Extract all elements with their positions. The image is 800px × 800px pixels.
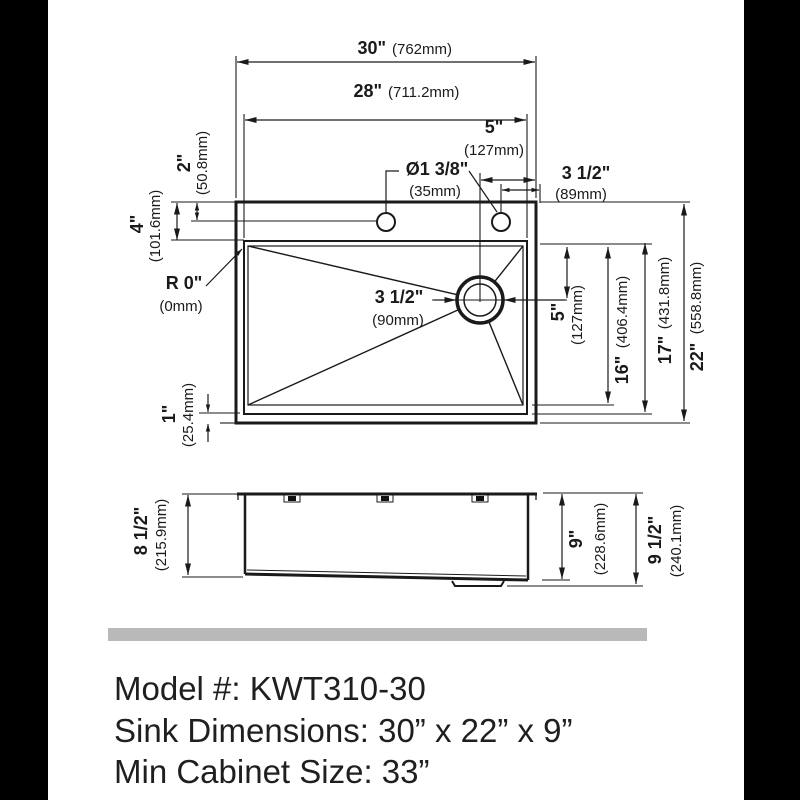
- bowl-slope-line: [489, 322, 523, 405]
- dim-label-corner-radius-mm: (0mm): [159, 298, 203, 315]
- dim-label-overall-depth: 22": [687, 342, 707, 372]
- mounting-clip: [284, 495, 300, 502]
- side-view: [131, 493, 685, 586]
- right-black-bar: [744, 0, 800, 800]
- dim-label-16: 16": [612, 355, 632, 385]
- leader-faucet-hole-2: [469, 171, 497, 212]
- faucet-hole-1: [377, 213, 395, 231]
- footer: [108, 628, 647, 790]
- dim-label-depth-right: 9": [566, 529, 586, 549]
- left-black-bar: [0, 0, 48, 800]
- top-view: [127, 38, 707, 447]
- dim-label-depth-left-mm: (215.9mm): [153, 498, 170, 572]
- mounting-clip: [472, 495, 488, 502]
- sink-dimensions-text: Sink Dimensions: 30” x 22” x 9”: [114, 712, 573, 749]
- dim-label-drain-offset: 5": [484, 117, 504, 137]
- dim-label-bowl-top-to-drain-mm: (127mm): [569, 284, 586, 346]
- dim-label-bowl-width: 28": [353, 81, 382, 101]
- dim-label-rim-to-bowl-mm: (101.6mm): [147, 189, 164, 263]
- faucet-hole-2: [492, 213, 510, 231]
- dim-label-rim-to-bowl: 4": [127, 214, 147, 234]
- bowl-slope-line: [495, 246, 523, 281]
- dim-label-hole-to-edge-mm: (89mm): [555, 186, 607, 203]
- dim-label-depth-right-mm: (228.6mm): [592, 502, 609, 576]
- dim-label-1in: 1": [159, 404, 179, 424]
- dim-label-hole-diameter-mm: (35mm): [409, 183, 461, 200]
- dim-label-drain-diameter-mm: (90mm): [372, 312, 424, 329]
- bowl-slope-line: [248, 246, 457, 295]
- dim-label-rim-to-holes-mm: (50.8mm): [194, 130, 211, 196]
- dim-label-corner-radius: R 0": [165, 273, 203, 293]
- leader-faucet-hole-1: [386, 171, 399, 212]
- dim-label-1in-mm: (25.4mm): [180, 382, 197, 448]
- dim-label-depth-left: 8 1/2": [131, 506, 151, 556]
- drain-fitting: [452, 581, 504, 586]
- min-cabinet-text: Min Cabinet Size: 33”: [114, 753, 430, 790]
- dim-label-overall-depth-mm: (558.8mm): [688, 261, 705, 335]
- dim-label-overall-width-mm: (762mm): [392, 41, 453, 58]
- model-number-text: Model #: KWT310-30: [114, 670, 426, 707]
- dim-label-drain-offset-mm: (127mm): [463, 142, 525, 159]
- bowl-slope-line: [248, 310, 458, 405]
- dim-label-depth-total-mm: (240.1mm): [668, 504, 685, 578]
- dim-label-depth-total: 9 1/2": [645, 515, 665, 565]
- dim-label-hole-diameter: Ø1 3/8": [405, 159, 469, 179]
- dim-label-bowl-top-to-drain: 5": [548, 302, 568, 322]
- dim-label-hole-to-edge: 3 1/2": [561, 163, 611, 183]
- dim-label-16-mm: (406.4mm): [614, 275, 631, 349]
- dim-label-bowl-width-mm: (711.2mm): [388, 84, 460, 101]
- dim-label-17-mm: (431.8mm): [656, 256, 673, 330]
- dim-label-drain-diameter: 3 1/2": [374, 287, 424, 307]
- dim-label-rim-to-holes: 2": [174, 153, 194, 173]
- dim-label-overall-width: 30": [357, 38, 386, 58]
- dim-label-17: 17": [655, 335, 675, 365]
- mounting-clip: [377, 495, 393, 502]
- divider-bar: [108, 628, 647, 641]
